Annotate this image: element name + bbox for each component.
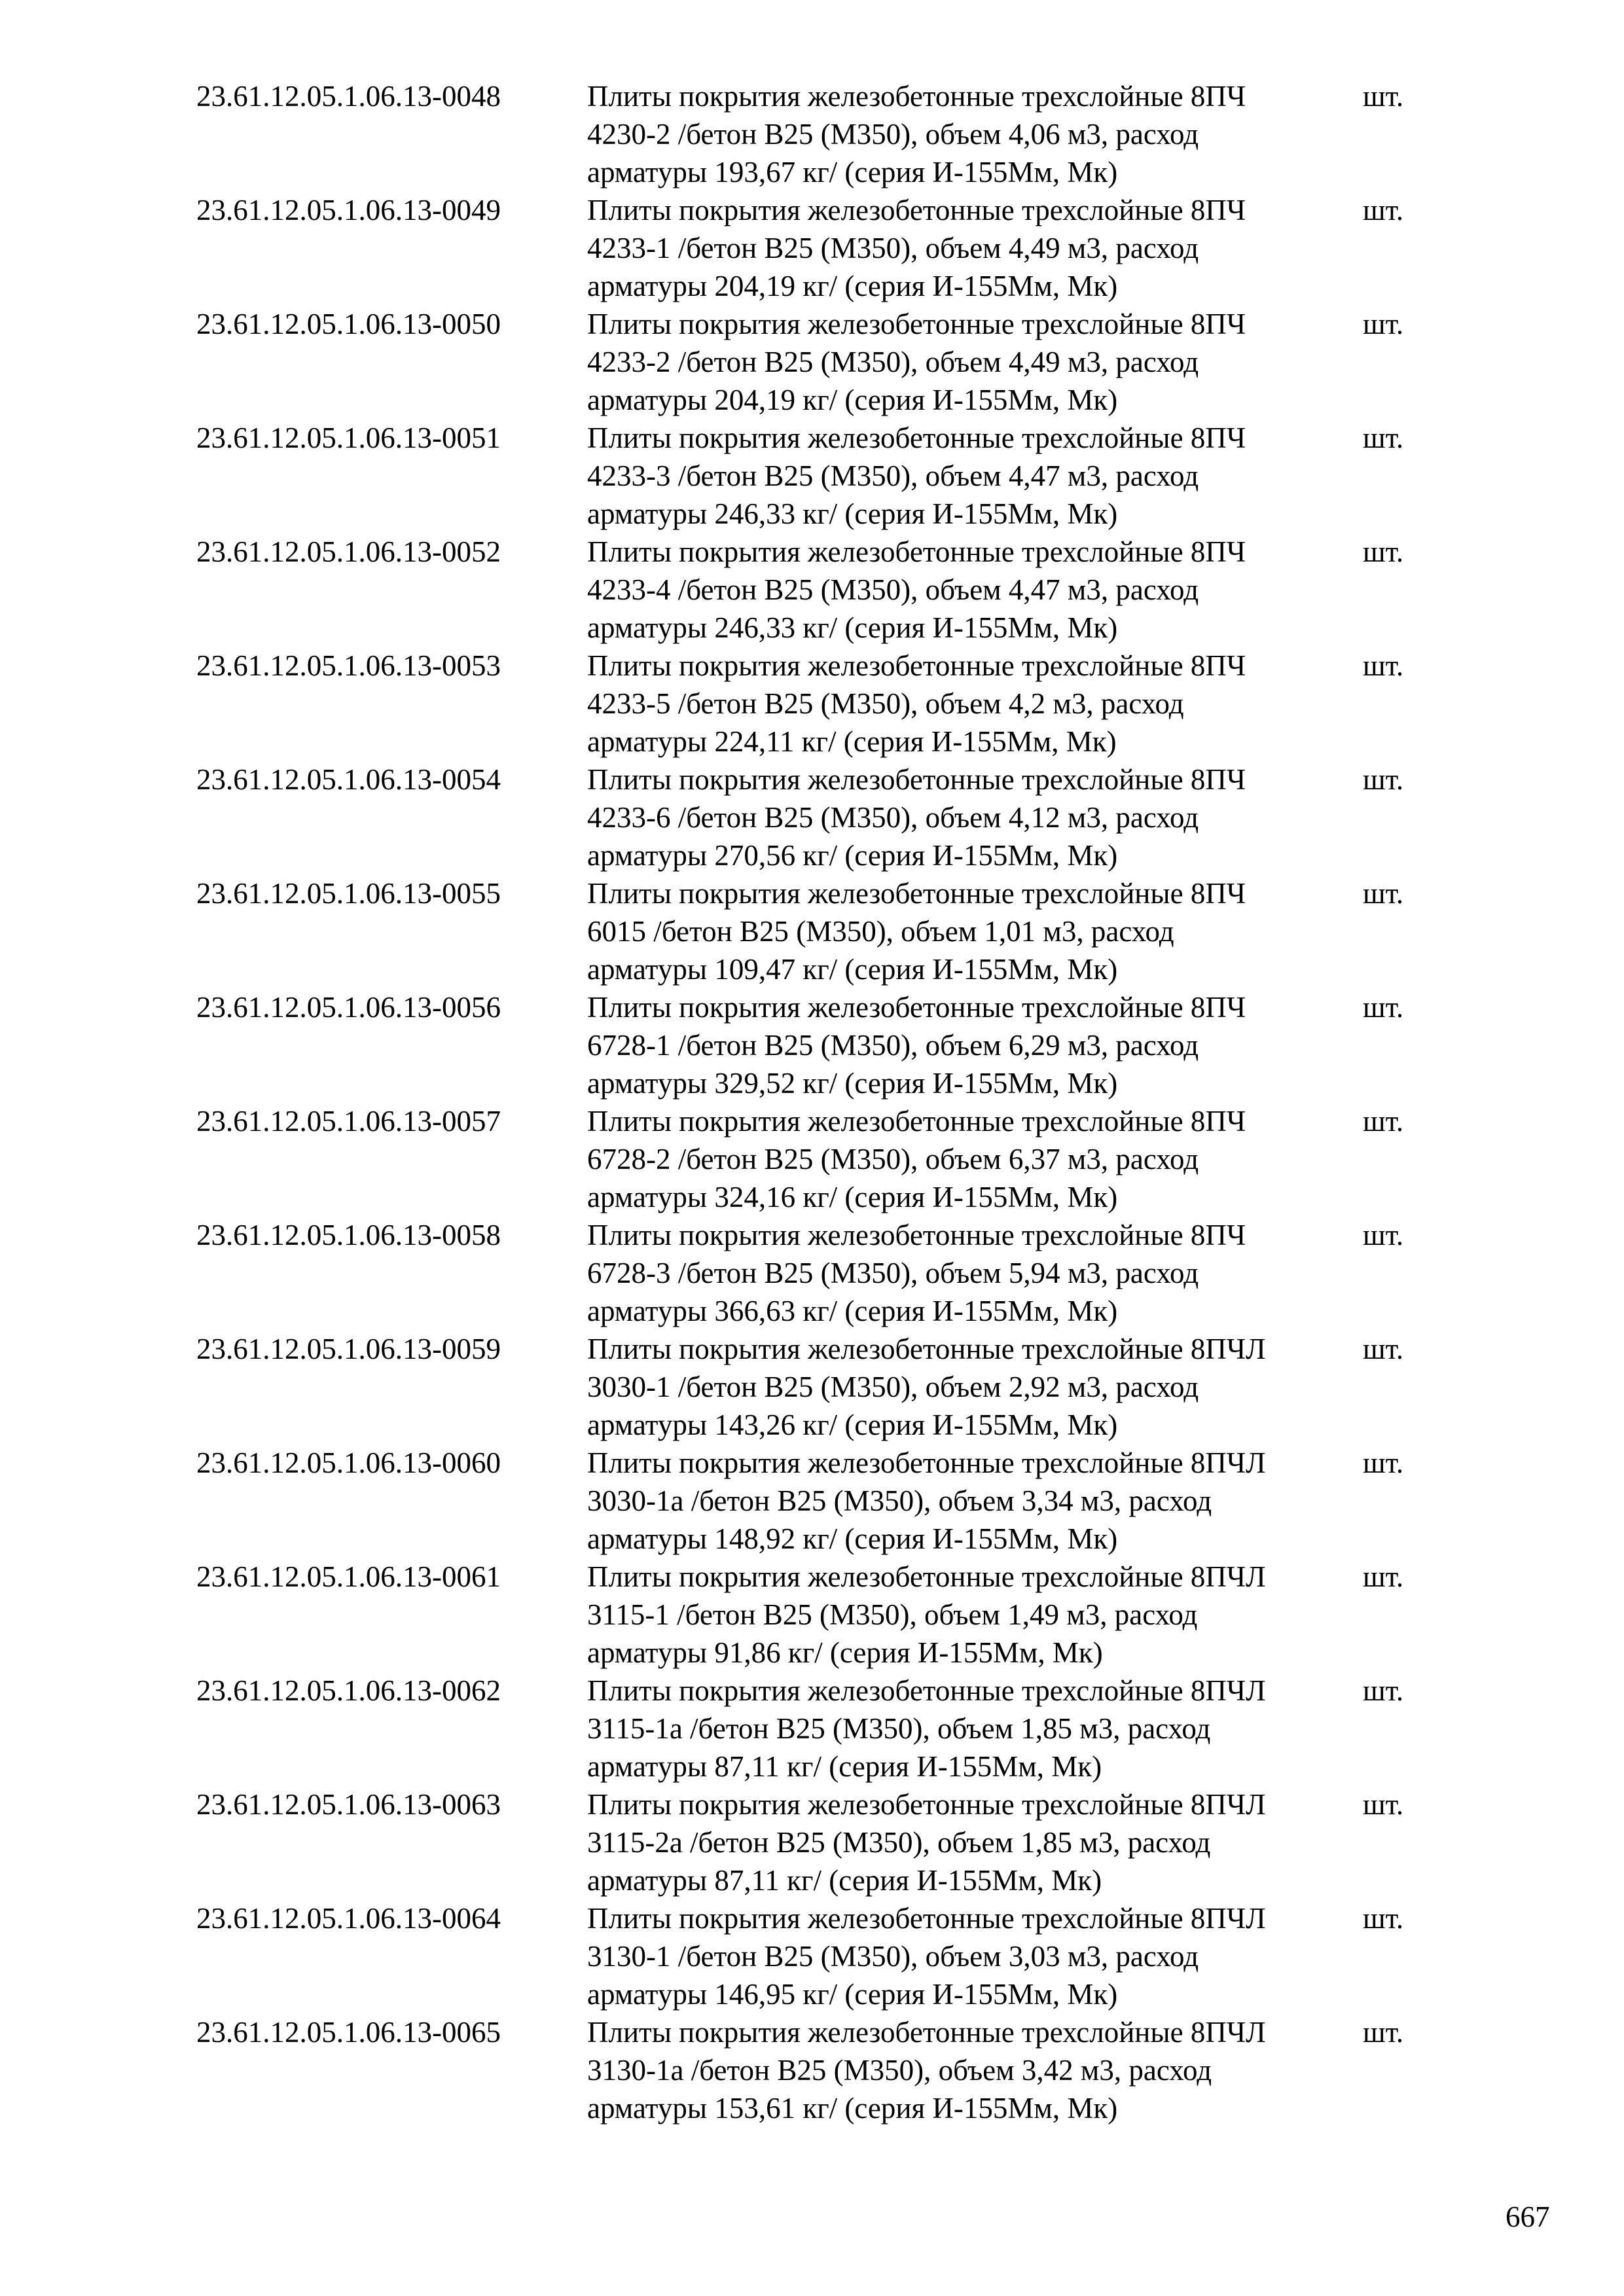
- description-line: 4233-2 /бетон В25 (М350), объем 4,49 м3, расход: [587, 346, 1199, 378]
- list-item: [196, 761, 1440, 874]
- item-description: [587, 1785, 1363, 1899]
- description-line: арматуры 204,19 кг/ (серия И-155Мм, Мк): [587, 384, 1118, 416]
- description-line: арматуры 87,11 кг/ (серия И-155Мм, Мк): [587, 1864, 1102, 1897]
- page-number: 667: [1506, 2200, 1550, 2233]
- item-code: 23.61.12.05.1.06.13-0057: [196, 1105, 501, 1138]
- description-line: 4233-3 /бетон В25 (М350), объем 4,47 м3, расход: [587, 459, 1199, 492]
- description-line: арматуры 143,26 кг/ (серия И-155Мм, Мк): [587, 1408, 1118, 1441]
- list-item: [196, 1899, 1440, 2013]
- list-item: [196, 1672, 1440, 1785]
- description-line: 4230-2 /бетон В25 (М350), объем 4,06 м3, расход: [587, 118, 1199, 151]
- description-line: арматуры 204,19 кг/ (серия И-155Мм, Мк): [587, 270, 1118, 302]
- item-unit: шт.: [1363, 763, 1404, 796]
- item-description: [587, 1558, 1363, 1672]
- item-unit: шт.: [1363, 1105, 1404, 1138]
- description-line: 3130-1а /бетон В25 (М350), объем 3,42 м3, расход: [587, 2054, 1212, 2087]
- list-item: [196, 2013, 1440, 2127]
- item-description: [587, 1672, 1363, 1785]
- item-description: [587, 1899, 1363, 2013]
- list-item: [196, 419, 1440, 533]
- description-line: арматуры 87,11 кг/ (серия И-155Мм, Мк): [587, 1750, 1102, 1783]
- description-line: арматуры 109,47 кг/ (серия И-155Мм, Мк): [587, 953, 1118, 986]
- list-item: [196, 1330, 1440, 1444]
- description-line: арматуры 148,92 кг/ (серия И-155Мм, Мк): [587, 1522, 1118, 1555]
- list-item: [196, 1102, 1440, 1216]
- description-line: 3115-1 /бетон В25 (М350), объем 1,49 м3, расход: [587, 1598, 1198, 1631]
- description-line: 4233-5 /бетон В25 (М350), объем 4,2 м3, расход: [587, 687, 1184, 720]
- item-code: 23.61.12.05.1.06.13-0055: [196, 877, 501, 910]
- item-description: [587, 1216, 1363, 1330]
- description-line: Плиты покрытия железобетонные трехслойные 8ПЧЛ: [587, 1674, 1266, 1707]
- description-line: арматуры 193,67 кг/ (серия И-155Мм, Мк): [587, 156, 1118, 188]
- item-description: [587, 988, 1363, 1102]
- item-code: 23.61.12.05.1.06.13-0049: [196, 194, 501, 226]
- item-unit: шт.: [1363, 308, 1404, 340]
- item-unit: шт.: [1363, 80, 1404, 113]
- item-description: [587, 1444, 1363, 1558]
- description-line: 3030-1а /бетон В25 (М350), объем 3,34 м3, расход: [587, 1484, 1212, 1517]
- description-line: арматуры 91,86 кг/ (серия И-155Мм, Мк): [587, 1636, 1103, 1669]
- item-code: 23.61.12.05.1.06.13-0054: [196, 763, 501, 796]
- item-unit: шт.: [1363, 535, 1404, 568]
- description-line: Плиты покрытия железобетонные трехслойные 8ПЧЛ: [587, 1902, 1266, 1935]
- description-line: 6728-2 /бетон В25 (М350), объем 6,37 м3, расход: [587, 1143, 1199, 1175]
- item-description: [587, 533, 1363, 647]
- description-line: арматуры 146,95 кг/ (серия И-155Мм, Мк): [587, 1978, 1118, 2011]
- description-line: Плиты покрытия железобетонные трехслойные 8ПЧ: [587, 877, 1246, 910]
- item-description: [587, 647, 1363, 761]
- item-code: 23.61.12.05.1.06.13-0050: [196, 308, 501, 340]
- description-line: арматуры 246,33 кг/ (серия И-155Мм, Мк): [587, 497, 1118, 530]
- description-line: Плиты покрытия железобетонные трехслойные 8ПЧ: [587, 991, 1246, 1024]
- item-description: [587, 761, 1363, 874]
- item-unit: шт.: [1363, 991, 1404, 1024]
- description-line: Плиты покрытия железобетонные трехслойные 8ПЧ: [587, 308, 1246, 340]
- description-line: Плиты покрытия железобетонные трехслойные 8ПЧ: [587, 80, 1246, 113]
- description-line: 3115-1а /бетон В25 (М350), объем 1,85 м3, расход: [587, 1712, 1211, 1745]
- item-unit: шт.: [1363, 194, 1404, 226]
- description-line: 4233-4 /бетон В25 (М350), объем 4,47 м3, расход: [587, 573, 1199, 606]
- list-item: [196, 874, 1440, 988]
- item-code: 23.61.12.05.1.06.13-0060: [196, 1446, 501, 1479]
- item-unit: шт.: [1363, 1902, 1404, 1935]
- list-item: [196, 533, 1440, 647]
- item-code: 23.61.12.05.1.06.13-0059: [196, 1333, 501, 1365]
- list-item: [196, 305, 1440, 419]
- item-unit: шт.: [1363, 1788, 1404, 1821]
- description-line: арматуры 270,56 кг/ (серия И-155Мм, Мк): [587, 839, 1118, 872]
- description-line: 3030-1 /бетон В25 (М350), объем 2,92 м3, расход: [587, 1371, 1199, 1403]
- item-description: [587, 191, 1363, 305]
- list-item: [196, 191, 1440, 305]
- item-code: 23.61.12.05.1.06.13-0048: [196, 80, 501, 113]
- description-line: Плиты покрытия железобетонные трехслойные 8ПЧЛ: [587, 1788, 1266, 1821]
- item-code: 23.61.12.05.1.06.13-0056: [196, 991, 501, 1024]
- list-item: [196, 1216, 1440, 1330]
- description-line: арматуры 329,52 кг/ (серия И-155Мм, Мк): [587, 1067, 1118, 1100]
- description-line: Плиты покрытия железобетонные трехслойные 8ПЧ: [587, 194, 1246, 226]
- description-line: Плиты покрытия железобетонные трехслойные 8ПЧЛ: [587, 2016, 1266, 2049]
- item-description: [587, 77, 1363, 191]
- item-description: [587, 1330, 1363, 1444]
- item-code: 23.61.12.05.1.06.13-0063: [196, 1788, 501, 1821]
- item-unit: шт.: [1363, 422, 1404, 454]
- description-line: Плиты покрытия железобетонные трехслойные 8ПЧ: [587, 649, 1246, 682]
- list-item: [196, 77, 1440, 191]
- item-code: 23.61.12.05.1.06.13-0051: [196, 422, 501, 454]
- description-line: 3115-2а /бетон В25 (М350), объем 1,85 м3, расход: [587, 1826, 1211, 1859]
- description-line: 4233-6 /бетон В25 (М350), объем 4,12 м3, расход: [587, 801, 1199, 834]
- description-line: арматуры 246,33 кг/ (серия И-155Мм, Мк): [587, 611, 1118, 644]
- entries-list: [196, 77, 1440, 2127]
- item-unit: шт.: [1363, 1446, 1404, 1479]
- description-line: 3130-1 /бетон В25 (М350), объем 3,03 м3, расход: [587, 1940, 1199, 1973]
- item-code: 23.61.12.05.1.06.13-0052: [196, 535, 501, 568]
- description-line: 6728-3 /бетон В25 (М350), объем 5,94 м3, расход: [587, 1257, 1199, 1289]
- item-unit: шт.: [1363, 649, 1404, 682]
- item-description: [587, 1102, 1363, 1216]
- item-unit: шт.: [1363, 1219, 1404, 1251]
- description-line: Плиты покрытия железобетонные трехслойные 8ПЧ: [587, 763, 1246, 796]
- item-description: [587, 419, 1363, 533]
- item-code: 23.61.12.05.1.06.13-0065: [196, 2016, 501, 2049]
- list-item: [196, 1558, 1440, 1672]
- item-code: 23.61.12.05.1.06.13-0053: [196, 649, 501, 682]
- list-item: [196, 647, 1440, 761]
- item-code: 23.61.12.05.1.06.13-0064: [196, 1902, 501, 1935]
- item-unit: шт.: [1363, 1333, 1404, 1365]
- list-item: [196, 988, 1440, 1102]
- description-line: Плиты покрытия железобетонные трехслойные 8ПЧ: [587, 1219, 1246, 1251]
- description-line: Плиты покрытия железобетонные трехслойные 8ПЧЛ: [587, 1560, 1266, 1593]
- item-unit: шт.: [1363, 877, 1404, 910]
- item-code: 23.61.12.05.1.06.13-0061: [196, 1560, 501, 1593]
- item-unit: шт.: [1363, 1674, 1404, 1707]
- item-code: 23.61.12.05.1.06.13-0058: [196, 1219, 501, 1251]
- item-code: 23.61.12.05.1.06.13-0062: [196, 1674, 501, 1707]
- item-unit: шт.: [1363, 2016, 1404, 2049]
- item-description: [587, 874, 1363, 988]
- description-line: Плиты покрытия железобетонные трехслойные 8ПЧЛ: [587, 1333, 1266, 1365]
- list-item: [196, 1785, 1440, 1899]
- description-line: Плиты покрытия железобетонные трехслойные 8ПЧ: [587, 535, 1246, 568]
- description-line: 6728-1 /бетон В25 (М350), объем 6,29 м3, расход: [587, 1029, 1199, 1062]
- item-unit: шт.: [1363, 1560, 1404, 1593]
- list-item: [196, 1444, 1440, 1558]
- description-line: Плиты покрытия железобетонные трехслойные 8ПЧЛ: [587, 1446, 1266, 1479]
- description-line: Плиты покрытия железобетонные трехслойные 8ПЧ: [587, 422, 1246, 454]
- description-line: 6015 /бетон В25 (М350), объем 1,01 м3, расход: [587, 915, 1174, 948]
- description-line: Плиты покрытия железобетонные трехслойные 8ПЧ: [587, 1105, 1246, 1138]
- item-description: [587, 2013, 1363, 2127]
- description-line: арматуры 153,61 кг/ (серия И-155Мм, Мк): [587, 2092, 1118, 2125]
- description-line: 4233-1 /бетон В25 (М350), объем 4,49 м3, расход: [587, 232, 1199, 264]
- item-description: [587, 305, 1363, 419]
- description-line: арматуры 224,11 кг/ (серия И-155Мм, Мк): [587, 725, 1117, 758]
- description-line: арматуры 324,16 кг/ (серия И-155Мм, Мк): [587, 1181, 1118, 1213]
- description-line: арматуры 366,63 кг/ (серия И-155Мм, Мк): [587, 1295, 1118, 1327]
